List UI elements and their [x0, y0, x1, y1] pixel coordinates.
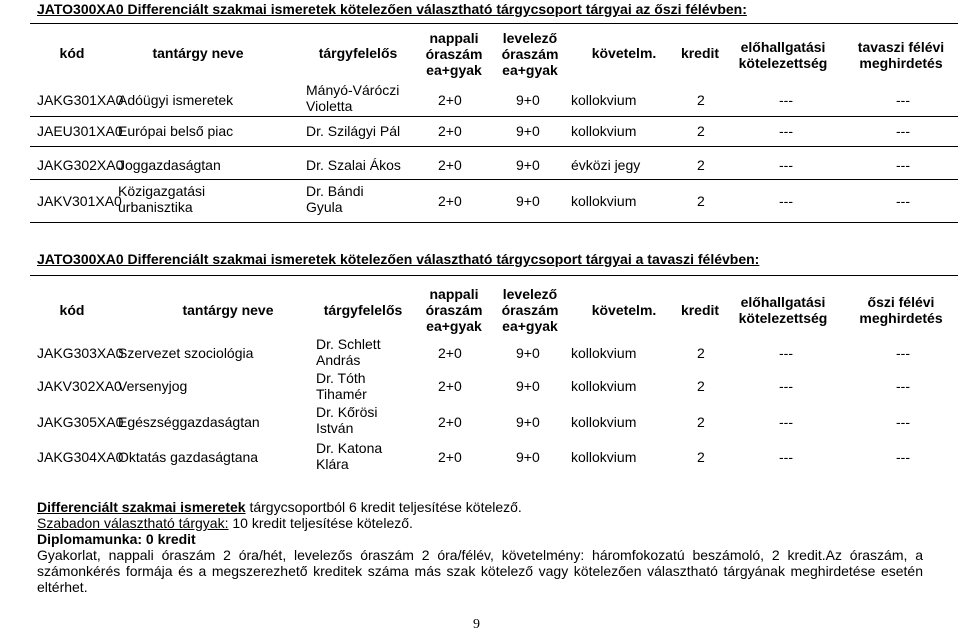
row-divider — [30, 179, 958, 180]
course-credit: 2 — [697, 378, 705, 394]
course-code: JAKG301XA0 — [37, 92, 124, 108]
course-prerequisite: --- — [779, 414, 793, 430]
course-prerequisite: --- — [779, 193, 793, 209]
course-name: Európai belső piac — [118, 123, 234, 139]
course-name: Versenyjog — [118, 378, 188, 394]
course-responsible: Dr. Katona Klára — [316, 440, 383, 472]
course-responsible: Mányó-Váróczi Violetta — [306, 82, 400, 114]
col-header-other-semester: őszi félévi meghirdetés — [859, 294, 943, 326]
course-fulltime-hours: 2+0 — [438, 345, 462, 361]
course-prerequisite: --- — [779, 92, 793, 108]
course-correspondence-hours: 9+0 — [516, 92, 540, 108]
course-name: Egészséggazdaságtan — [118, 414, 260, 430]
course-other-semester: --- — [896, 92, 910, 108]
course-name: Adóügyi ismeretek — [118, 92, 234, 108]
note-free-choice-label: Szabadon választható tárgyak: — [37, 515, 229, 531]
col-header-correspondence: levelező óraszám ea+gyak — [501, 30, 559, 78]
course-correspondence-hours: 9+0 — [516, 345, 540, 361]
course-code: JAKG304XA0 — [37, 449, 124, 465]
col-header-subject: tantárgy neve — [182, 302, 274, 318]
course-other-semester: --- — [896, 193, 910, 209]
col-header-requirement: követelm. — [591, 45, 657, 61]
course-code: JAKG303XA0 — [37, 345, 124, 361]
course-credit: 2 — [697, 345, 705, 361]
course-fulltime-hours: 2+0 — [438, 123, 462, 139]
autumn-top-divider — [30, 23, 958, 24]
course-code: JAKG302XA0 — [37, 157, 124, 173]
course-responsible: Dr. Tóth Tihamér — [316, 370, 367, 402]
course-prerequisite: --- — [779, 345, 793, 361]
course-requirement: kollokvium — [571, 123, 637, 139]
col-header-other-semester: tavaszi félévi meghirdetés — [857, 39, 945, 71]
course-code: JAKG305XA0 — [37, 414, 124, 430]
course-responsible: Dr. Bándi Gyula — [306, 183, 364, 215]
col-header-responsible: tárgyfelelős — [323, 302, 403, 318]
course-other-semester: --- — [896, 449, 910, 465]
col-header-requirement: követelm. — [591, 302, 657, 318]
spring-top-divider — [30, 275, 958, 276]
col-header-subject: tantárgy neve — [152, 45, 244, 61]
course-name: Szervezet szociológia — [118, 345, 254, 361]
course-name: Joggazdaságtan — [118, 157, 221, 173]
course-correspondence-hours: 9+0 — [516, 157, 540, 173]
note-free-choice — [37, 515, 923, 531]
course-requirement: kollokvium — [571, 449, 637, 465]
row-divider — [30, 116, 958, 117]
course-correspondence-hours: 9+0 — [516, 414, 540, 430]
course-name: Közigazgatási urbanisztika — [118, 183, 206, 215]
course-prerequisite: --- — [779, 123, 793, 139]
course-credit: 2 — [697, 92, 705, 108]
course-requirement: kollokvium — [571, 345, 637, 361]
course-credit: 2 — [697, 157, 705, 173]
course-other-semester: --- — [896, 345, 910, 361]
course-credit: 2 — [697, 414, 705, 430]
course-requirement: kollokvium — [571, 378, 637, 394]
col-header-prerequisite: előhallgatási kötelezettség — [738, 39, 828, 71]
col-header-fulltime: nappali óraszám ea+gyak — [425, 286, 483, 334]
col-header-code: kód — [59, 302, 85, 318]
page-number: 9 — [473, 617, 480, 632]
course-responsible: Dr. Schlett András — [316, 336, 381, 368]
row-divider — [30, 146, 958, 147]
course-responsible: Dr. Szilágyi Pál — [306, 123, 401, 139]
course-requirement: évközi jegy — [571, 157, 641, 173]
col-header-responsible: tárgyfelelős — [318, 45, 398, 61]
course-fulltime-hours: 2+0 — [438, 378, 462, 394]
course-correspondence-hours: 9+0 — [516, 193, 540, 209]
course-responsible: Dr. Kőrösi István — [316, 404, 378, 436]
col-header-code: kód — [59, 45, 85, 61]
course-correspondence-hours: 9+0 — [516, 449, 540, 465]
course-requirement: kollokvium — [571, 92, 637, 108]
autumn-table-title: JATO300XA0 Differenciált szakmai ismeretek kötelezően választható tárgycsoport tárgyai az őszi félévben: — [37, 1, 747, 17]
note-free-choice-text: 10 kredit teljesítése kötelező. — [228, 515, 413, 531]
course-prerequisite: --- — [779, 378, 793, 394]
course-requirement: kollokvium — [571, 193, 637, 209]
autumn-bottom-divider — [30, 222, 958, 223]
course-prerequisite: --- — [779, 449, 793, 465]
course-fulltime-hours: 2+0 — [438, 449, 462, 465]
note-differentiated — [37, 499, 923, 515]
course-fulltime-hours: 2+0 — [438, 92, 462, 108]
course-name: Oktatás gazdaságtana — [118, 449, 259, 465]
course-other-semester: --- — [896, 157, 910, 173]
course-correspondence-hours: 9+0 — [516, 123, 540, 139]
course-code: JAKV301XA0 — [37, 193, 122, 209]
spring-table-title: JATO300XA0 Differenciált szakmai ismeretek kötelezően választható tárgycsoport tárgyai a tavaszi félévben: — [37, 251, 760, 267]
course-other-semester: --- — [896, 414, 910, 430]
course-credit: 2 — [697, 449, 705, 465]
note-differentiated-label: Differenciált szakmai ismeretek — [37, 499, 246, 515]
note-practice: Gyakorlat, nappali óraszám 2 óra/hét, levelezős óraszám 2 óra/félév, követelmény: háromfokozatú beszámoló, 2 kredit.Az óraszám, a számonkérés formája és a megszerezhető kreditek száma más szak kötelező vagy kötelezően választható tárgyának meghirdetése esetén eltérhet. — [37, 547, 923, 595]
course-fulltime-hours: 2+0 — [438, 193, 462, 209]
course-responsible: Dr. Szalai Ákos — [306, 157, 401, 173]
col-header-credit: kredit — [680, 45, 720, 61]
course-other-semester: --- — [896, 378, 910, 394]
course-code: JAEU301XA0 — [37, 123, 123, 139]
col-header-correspondence: levelező óraszám ea+gyak — [501, 286, 559, 334]
note-differentiated-text: tárgycsoportból 6 kredit teljesítése kötelező. — [245, 499, 522, 515]
course-prerequisite: --- — [779, 157, 793, 173]
notes-section — [37, 499, 923, 595]
course-requirement: kollokvium — [571, 414, 637, 430]
col-header-credit: kredit — [680, 302, 720, 318]
course-correspondence-hours: 9+0 — [516, 378, 540, 394]
course-fulltime-hours: 2+0 — [438, 157, 462, 173]
col-header-prerequisite: előhallgatási kötelezettség — [738, 294, 828, 326]
col-header-fulltime: nappali óraszám ea+gyak — [425, 30, 483, 78]
course-credit: 2 — [697, 193, 705, 209]
course-other-semester: --- — [896, 123, 910, 139]
course-code: JAKV302XA0 — [37, 378, 122, 394]
course-credit: 2 — [697, 123, 705, 139]
note-thesis: Diplomamunka: 0 kredit — [37, 531, 196, 547]
course-fulltime-hours: 2+0 — [438, 414, 462, 430]
